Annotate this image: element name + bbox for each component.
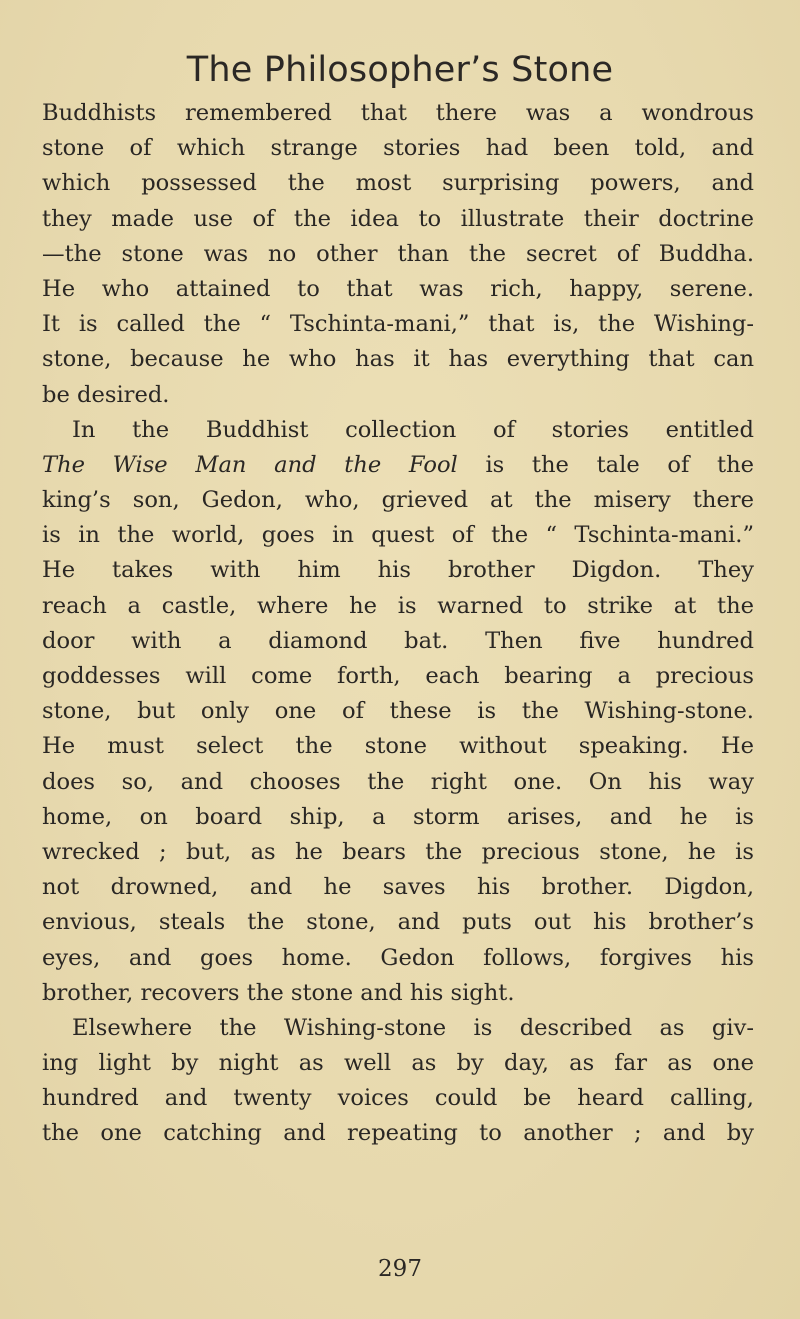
page-number: 297 — [378, 1256, 422, 1282]
text-segment: He who attained to that was rich, happy, serene. — [42, 275, 754, 302]
text-segment: does so, and chooses the right one. On his way — [42, 768, 754, 795]
text-line — [42, 1081, 754, 1116]
text-segment: He must select the stone without speaking. He — [42, 733, 754, 760]
text-segment: It is called the “ Tschinta-mani,” that is, the Wishing- — [42, 311, 754, 338]
text-line — [42, 483, 754, 518]
text-line — [42, 448, 754, 483]
text-segment: they made use of the idea to illustrate their doctrine — [42, 205, 754, 232]
text-line — [42, 1116, 754, 1151]
text-line — [42, 800, 754, 835]
text-segment: ing light by night as well as by day, as far as one — [42, 1050, 754, 1077]
text-line — [42, 941, 754, 976]
text-segment: not drowned, and he saves his brother. Digdon, — [42, 874, 754, 901]
text-segment: stone of which strange stories had been told, and — [42, 135, 754, 162]
text-line — [42, 1046, 754, 1081]
text-segment: hundred and twenty voices could be heard calling, — [42, 1085, 754, 1112]
text-line — [42, 870, 754, 905]
text-segment: is in the world, goes in quest of the “ Tschinta-mani.” — [42, 522, 754, 549]
text-line — [42, 835, 754, 870]
text-line — [42, 1011, 754, 1046]
text-segment: Elsewhere the Wishing-stone is described as giv- — [72, 1014, 754, 1041]
text-segment: He takes with him his brother Digdon. They — [42, 557, 754, 584]
text-line — [42, 166, 754, 201]
text-line — [42, 765, 754, 800]
text-segment: home, on board ship, a storm arises, and he is — [42, 803, 754, 830]
text-segment: goddesses will come forth, each bearing a precious — [42, 663, 754, 689]
text-segment: the one catching and repeating to another ; and by — [42, 1120, 754, 1147]
text-line — [42, 202, 754, 237]
text-line — [42, 553, 754, 588]
text-segment: be desired. — [42, 381, 170, 408]
text-segment: door with a diamond bat. Then five hundred — [42, 627, 754, 654]
text-segment: stone, because he who has it has everything that can — [42, 346, 754, 373]
body-text — [42, 96, 754, 1152]
text-line — [42, 307, 754, 342]
text-line — [42, 976, 754, 1011]
text-line — [42, 96, 754, 131]
text-line — [42, 342, 754, 377]
running-head: The Philosopher’s Stone — [186, 50, 614, 90]
text-line — [42, 237, 754, 272]
text-segment: Buddhists remembered that there was a wondrous — [42, 100, 754, 126]
text-segment: envious, steals the stone, and puts out his brother’s — [42, 909, 754, 936]
text-line — [42, 272, 754, 307]
text-line — [42, 694, 754, 729]
text-segment: —the stone was no other than the secret of Buddha. — [42, 240, 754, 267]
text-segment: stone, but only one of these is the Wishing-stone. — [42, 698, 754, 725]
text-line — [42, 589, 754, 624]
text-line — [42, 518, 754, 553]
text-line — [42, 624, 754, 659]
text-segment: king’s son, Gedon, who, grieved at the misery there — [42, 487, 754, 514]
text-line — [42, 378, 754, 413]
text-segment: In the Buddhist collection of stories entitled — [72, 416, 754, 443]
text-segment: which possessed the most surprising powers, and — [42, 170, 754, 197]
text-segment: brother, recovers the stone and his sight. — [42, 979, 515, 1006]
text-segment: is the tale of the — [457, 451, 754, 478]
text-line — [42, 905, 754, 940]
book-title-italic: The Wise Man and the Fool — [42, 451, 458, 478]
text-segment: eyes, and goes home. Gedon follows, forgives his — [42, 944, 754, 971]
text-line — [42, 131, 754, 166]
text-segment: reach a castle, where he is warned to strike at the — [42, 592, 754, 619]
text-line — [42, 413, 754, 448]
text-segment: wrecked ; but, as he bears the precious stone, he is — [42, 838, 754, 865]
text-line — [42, 729, 754, 764]
text-line — [42, 659, 754, 694]
